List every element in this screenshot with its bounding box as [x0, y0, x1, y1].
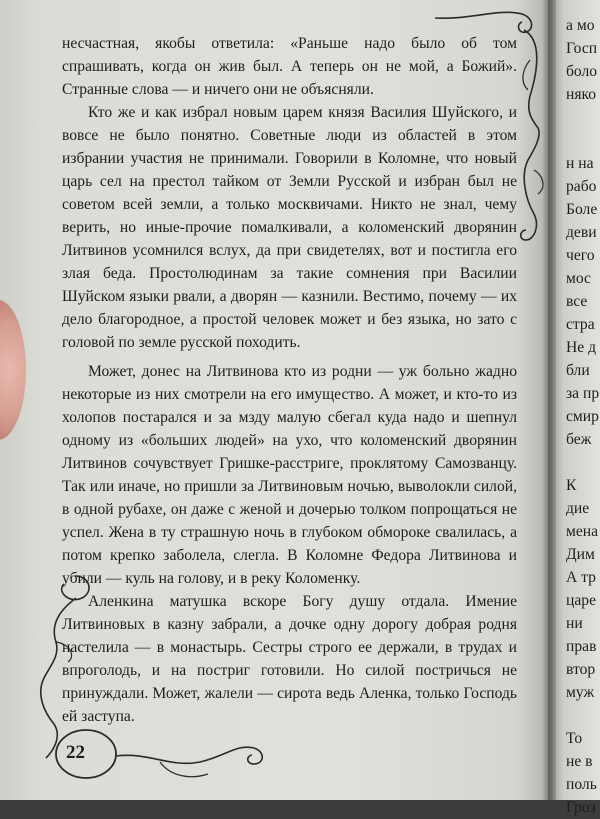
paragraph: Аленкина матушка вскоре Богу душу отдала. Имение Литвиновых в казну забрали, а дочке одну дорогу добрая родня настелила — в монастырь. Сестры строго ее держали, в трудах и впроголодь, и на постриг готовили. Но силой постричься не принуждали. Может, жалели — сирота ведь Аленка, только Господь ей заступа.	[62, 593, 517, 725]
facing-page-line: Боле	[566, 201, 598, 218]
facing-page-line: мена	[566, 523, 599, 540]
paragraph: Может, донес на Литвинова кто из родни — уж больно жадно некоторые из них смотрели на его имущество. А может, и кто-то из холопов постарался и за мзду малую сбегал куда надо и шепнул одному из «больших людей» на ухо, что коломенский дворянин Литвинов сочувствует Гришке-расстриге, проклятому Самозванцу. Так или иначе, но пришли за Литвиновым ночью, выволокли силой, в одной рубахе, он даже с женой и дочерью толком попрощаться не успел. Жена в ту страшную ночь в глубоком обмороке свалилась, а потом крепко заболела, слегла. В Коломне Федора Литвинова и убили — куль на голову, и в реку Коломенку.	[62, 363, 517, 587]
facing-page-line: К	[566, 477, 577, 494]
facing-page-line: все	[566, 293, 588, 310]
page-text	[62, 32, 517, 728]
facing-page-line: Не д	[566, 339, 597, 356]
facing-page-line	[566, 106, 600, 129]
facing-page-line: Гроз	[566, 799, 596, 816]
facing-page-line: поль	[566, 776, 597, 793]
facing-page-line: боло	[566, 63, 598, 80]
facing-page-line: бли	[566, 362, 590, 379]
facing-page-line: смир	[566, 408, 599, 425]
facing-page-line: прав	[566, 638, 597, 655]
facing-page-line	[566, 451, 600, 474]
facing-page-line: за пр	[566, 385, 600, 402]
facing-page-line: Дим	[566, 546, 595, 563]
facing-page-line	[566, 704, 600, 727]
facing-page-line: стра	[566, 316, 595, 333]
facing-page-line: а мо	[566, 17, 595, 34]
facing-page-line: муж	[566, 684, 595, 701]
page-number: 22	[66, 742, 85, 763]
facing-page-line: царе	[566, 592, 596, 609]
paragraph: Кто же и как избрал новым царем князя Василия Шуйского, и вовсе не было понятно. Советные люди из областей в этом избрании участия не принимали. Говорили в Коломне, что новый царь сел на престол тайком от Земли Русской и избран был не советом всей земли, а только москвичами. Никто не знал, чему верить, но иные-прочие помалкивали, а коломенский дворянин Литвинов усомнился вслух, да при свидетелях, вот и постигла его злая беда. Простолюдинам за такие сомнения при Василии Шуйском языки рвали, а дворян — казнили. Вестимо, почему — их дело благородное, а простой человек может и без языка, но зато с головой по земле русской походить.	[62, 104, 517, 351]
facing-page-line: не в	[566, 753, 593, 770]
facing-page-line: мос	[566, 270, 591, 287]
facing-page-line: деви	[566, 224, 597, 241]
facing-page-line	[566, 129, 600, 152]
facing-page-line: Госп	[566, 40, 598, 57]
facing-page-line: няко	[566, 86, 597, 103]
facing-page-line: чего	[566, 247, 595, 264]
facing-page-line: рабо	[566, 178, 597, 195]
facing-page-text	[566, 14, 600, 819]
facing-page-line: То	[566, 730, 583, 747]
facing-page-line: беж	[566, 431, 592, 448]
facing-page-line: дие	[566, 500, 590, 517]
book-gutter	[542, 0, 556, 800]
facing-page-line: н на	[566, 155, 594, 172]
facing-page-line: ни	[566, 615, 583, 632]
paragraph: несчастная, якобы ответила: «Раньше надо было об том спрашивать, когда он жив был. А теперь он не мой, а Божий». Странные слова — и ничего они не объясняли.	[62, 35, 517, 98]
facing-page-line: втор	[566, 661, 596, 678]
facing-page-line: А тр	[566, 569, 596, 586]
